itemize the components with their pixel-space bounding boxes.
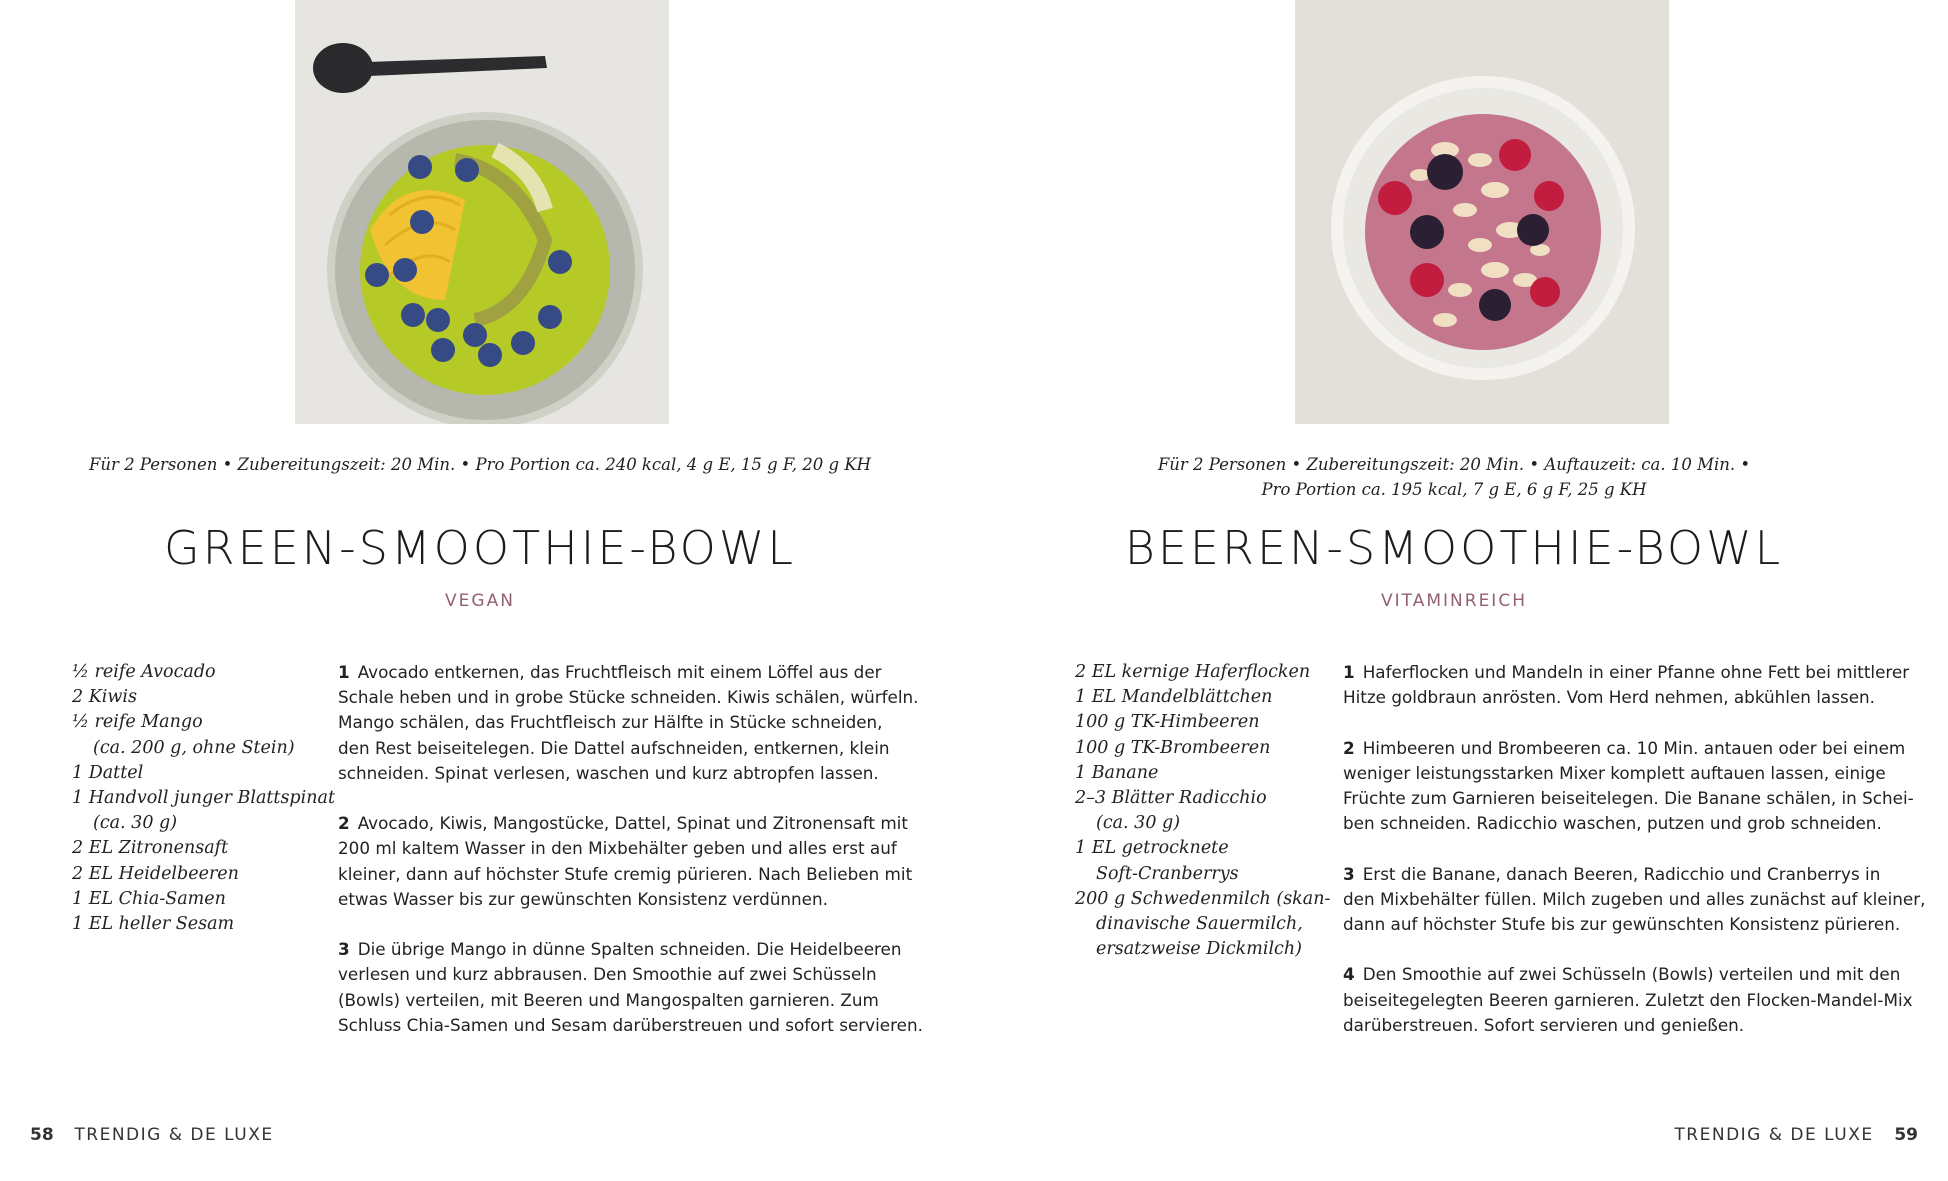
ingredient-item: 1 EL Chia-Samen: [72, 888, 226, 909]
step-line: Erst die Banane, danach Beeren, Radicchio und Cranberrys in: [1362, 863, 1881, 884]
ingredient-item: 100 g TK-Himbeeren: [1075, 712, 1260, 733]
recipe-tag: VITAMINREICH: [1381, 591, 1527, 611]
step-line: etwas Wasser bis zur gewünschten Konsistenz verdünnen.: [338, 888, 828, 909]
ingredients-list: [1075, 660, 1330, 962]
step-line: Mango schälen, das Fruchtfleisch zur Hälfte in Stücke schneiden,: [338, 712, 883, 733]
ingredient-item: 200 g Schwedenmilch (skan-: [1075, 888, 1331, 909]
step-line: 200 ml kaltem Wasser in den Mixbehälter geben und alles erst auf: [338, 838, 897, 859]
step-line: Avocado, Kiwis, Mangostücke, Dattel, Spinat und Zitronensaft mit: [357, 813, 908, 834]
recipe-tag: VEGAN: [445, 591, 515, 611]
beeren-smoothie-bowl-photo: [1295, 0, 1669, 424]
step-line: Den Smoothie auf zwei Schüsseln (Bowls) verteilen und mit den: [1362, 964, 1901, 985]
step-line: den Rest beiseitelegen. Die Dattel aufschneiden, entkernen, klein: [338, 737, 890, 758]
step-number: 1: [1343, 662, 1355, 682]
page-number: 59: [1894, 1125, 1918, 1145]
step-2: [338, 811, 913, 912]
recipe-title: BEEREN-SMOOTHIE-BOWL: [1124, 521, 1784, 575]
green-smoothie-bowl-photo: [295, 0, 669, 424]
step-line: Avocado entkernen, das Fruchtfleisch mit einem Löffel aus der: [357, 662, 882, 682]
step-line: weniger leistungsstarken Mixer komplett auftauen lassen, einige: [1343, 762, 1886, 783]
ingredient-item: 1 Handvoll junger Blattspinat: [72, 788, 335, 809]
step-line: ben schneiden. Radicchio waschen, putzen und grob schneiden.: [1343, 813, 1882, 834]
right-page: [974, 0, 1948, 1181]
meta-line: Für 2 Personen • Zubereitungszeit: 20 Min. • Pro Portion ca. 240 kcal, 4 g E, 15 g F, 20 g KH: [88, 455, 872, 474]
step-line: Die übrige Mango in dünne Spalten schneiden. Die Heidelbeeren: [357, 939, 902, 960]
step-line: Hitze goldbraun anrösten. Vom Herd nehmen, abkühlen lassen.: [1343, 687, 1875, 708]
section-name: TRENDIG & DE LUXE: [74, 1125, 274, 1145]
step-line: Himbeeren und Brombeeren ca. 10 Min. antauen oder bei einem: [1362, 737, 1906, 758]
step-3: [338, 937, 923, 1038]
page-number: 58: [30, 1125, 54, 1145]
step-line: schneiden. Spinat verlesen, waschen und kurz abtropfen lassen.: [338, 762, 879, 783]
page-footer: [30, 1122, 274, 1148]
ingredient-item: (ca. 200 g, ohne Stein): [93, 737, 295, 758]
step-line: darüberstreuen. Sofort servieren und genießen.: [1343, 1014, 1745, 1035]
step-number: 1: [338, 662, 350, 682]
page-footer: [1674, 1122, 1918, 1148]
ingredient-item: ½ reife Avocado: [72, 662, 216, 682]
ingredient-item: 2 EL Heidelbeeren: [72, 863, 239, 884]
recipe-title: GREEN-SMOOTHIE-BOWL: [164, 521, 796, 575]
step-line: (Bowls) verteilen, mit Beeren und Mangospalten garnieren. Zum: [338, 989, 879, 1010]
steps-list: [338, 660, 923, 1063]
step-number: 3: [1343, 863, 1355, 884]
ingredient-item: Soft-Cranberrys: [1096, 863, 1239, 884]
step-line: den Mixbehälter füllen. Milch zugeben und alles zunächst auf kleiner,: [1343, 888, 1926, 909]
ingredient-item: 100 g TK-Brombeeren: [1075, 737, 1271, 758]
step-line: dann auf höchster Stufe bis zur gewünschten Konsistenz pürieren.: [1343, 914, 1901, 934]
ingredient-item: 1 EL Mandelblättchen: [1075, 687, 1273, 708]
ingredient-item: 1 EL getrocknete: [1075, 838, 1229, 859]
ingredient-item: 1 Dattel: [72, 762, 144, 783]
step-line: Früchte zum Garnieren beiseitelegen. Die Banane schälen, in Schei-: [1343, 788, 1914, 808]
ingredients-list: [72, 660, 335, 937]
steps-list: [1343, 660, 1926, 1063]
recipe-meta: [0, 452, 960, 477]
recipe-meta: [974, 452, 1934, 502]
ingredient-item: 2–3 Blätter Radicchio: [1075, 788, 1267, 809]
step-2: [1343, 736, 1914, 837]
meta-line: Für 2 Personen • Zubereitungszeit: 20 Min. • Auftauzeit: ca. 10 Min. •: [1157, 455, 1751, 474]
ingredient-item: (ca. 30 g): [1096, 813, 1181, 834]
step-line: kleiner, dann auf höchster Stufe cremig pürieren. Nach Belieben mit: [338, 863, 913, 884]
ingredient-item: ½ reife Mango: [72, 712, 203, 733]
meta-line: Pro Portion ca. 195 kcal, 7 g E, 6 g F, 25 g KH: [1261, 480, 1647, 499]
ingredient-item: 1 Banane: [1075, 762, 1159, 783]
step-line: Haferflocken und Mandeln in einer Pfanne ohne Fett bei mittlerer: [1362, 662, 1910, 682]
step-3: [1343, 862, 1926, 938]
section-name: TRENDIG & DE LUXE: [1674, 1125, 1874, 1145]
step-line: beiseitegelegten Beeren garnieren. Zuletzt den Flocken-Mandel-Mix: [1343, 989, 1913, 1010]
ingredient-item: 1 EL heller Sesam: [72, 914, 235, 935]
ingredient-item: ersatzweise Dickmilch): [1096, 939, 1302, 960]
ingredient-item: (ca. 30 g): [93, 813, 178, 834]
ingredient-item: 2 EL kernige Haferflocken: [1075, 662, 1311, 682]
step-number: 2: [1343, 737, 1355, 758]
step-1: [338, 660, 919, 786]
step-line: Schluss Chia-Samen und Sesam darüberstreuen und sofort servieren.: [338, 1014, 923, 1035]
step-number: 4: [1343, 964, 1355, 985]
ingredient-item: dinavische Sauermilch,: [1096, 914, 1303, 935]
step-1: [1343, 660, 1910, 710]
step-number: 3: [338, 939, 350, 960]
step-4: [1343, 962, 1913, 1038]
step-number: 2: [338, 813, 350, 834]
ingredient-item: 2 EL Zitronensaft: [72, 838, 229, 859]
ingredient-item: 2 Kiwis: [72, 687, 137, 708]
step-line: Schale heben und in grobe Stücke schneiden. Kiwis schälen, würfeln.: [338, 687, 919, 708]
step-line: verlesen und kurz abbrausen. Den Smoothie auf zwei Schüsseln: [338, 964, 877, 985]
